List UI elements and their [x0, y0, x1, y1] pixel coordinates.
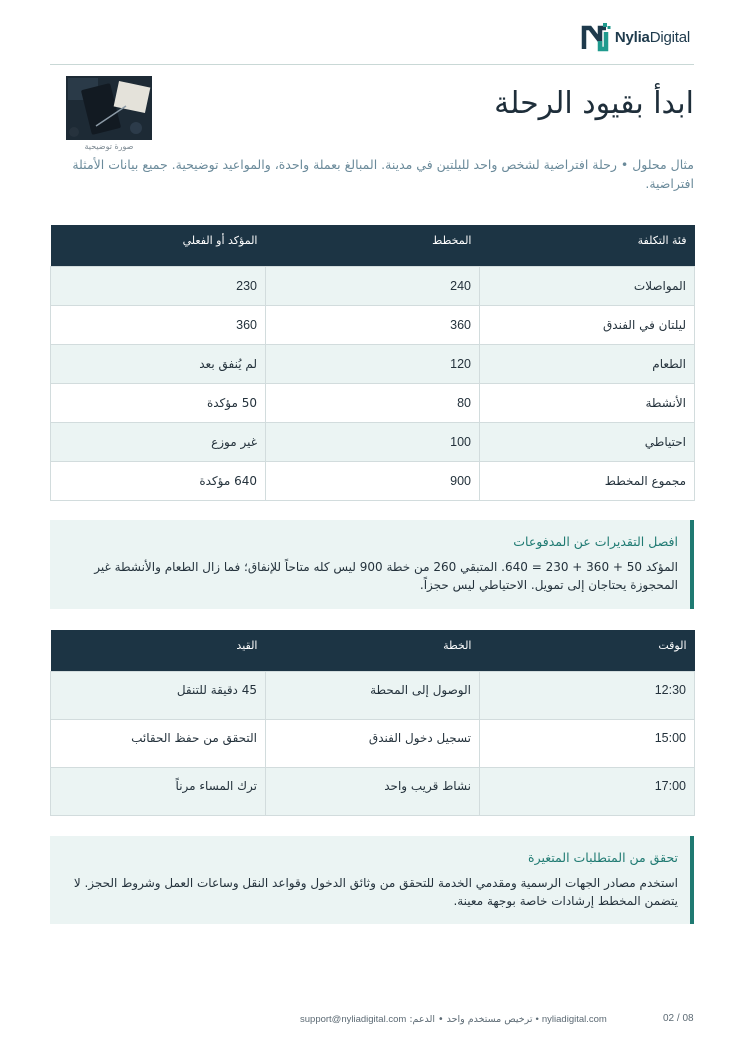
footer-license: ترخيص مستخدم واحد • الدعم:: [409, 1014, 533, 1025]
table-cell: 120: [266, 344, 480, 383]
callout-heading: تحقق من المتطلبات المتغيرة: [528, 850, 678, 865]
footer-support-email[interactable]: support@nyliadigital.com: [300, 1014, 407, 1025]
table-cell: 640 مؤكدة: [51, 461, 266, 500]
table-cell: مجموع المخطط: [480, 461, 695, 500]
table-row: [51, 422, 695, 461]
table-cell: 900: [266, 461, 480, 500]
table-cell: المواصلات: [480, 266, 695, 305]
column-header: الخطة: [266, 630, 480, 671]
table-row: [51, 266, 695, 305]
table-cell: 230: [51, 266, 266, 305]
table-cell: 15:00: [480, 719, 695, 767]
table-cell: 17:00: [480, 767, 695, 815]
table-cell: 50 مؤكدة: [51, 383, 266, 422]
table-cell: غير موزع: [51, 422, 266, 461]
table-cell: الطعام: [480, 344, 695, 383]
cost-table: [50, 225, 695, 501]
table-header-row: [51, 225, 695, 266]
table-row: [51, 719, 695, 767]
table-cell: 100: [266, 422, 480, 461]
column-header: المخطط: [266, 225, 480, 266]
brand-logo: [581, 22, 690, 52]
callout-estimates: [50, 520, 694, 609]
table-row: [51, 305, 695, 344]
brand-name: NyliaDigital: [614, 28, 690, 46]
column-header: الوقت: [480, 630, 695, 671]
table-cell: ترك المساء مرناً: [51, 767, 266, 815]
table-cell: التحقق من حفظ الحقائب: [51, 719, 266, 767]
page-title: ابدأ بقيود الرحلة: [494, 86, 694, 121]
table-cell: 12:30: [480, 671, 695, 719]
table-row: [51, 671, 695, 719]
photo-caption: صورة توضيحية: [84, 142, 134, 151]
table-header-row: [51, 630, 695, 671]
table-cell: الأنشطة: [480, 383, 695, 422]
page-subtitle: مثال محلول • رحلة افتراضية لشخص واحد لليلتين في مدينة. المبالغ بعملة واحدة، والمواعيد توضيحية. جميع بيانات الأمثلة افتراضية.: [72, 157, 694, 191]
table-cell: احتياطي: [480, 422, 695, 461]
table-row: [51, 767, 695, 815]
page-header: [50, 18, 694, 65]
table-cell: 45 دقيقة للتنقل: [51, 671, 266, 719]
table-cell: 240: [266, 266, 480, 305]
table-cell: نشاط قريب واحد: [266, 767, 480, 815]
callout-body: المؤكد 50 + 360 + 230 = 640. المتبقي 260 من خطة 900 ليس كله متاحاً للإنفاق؛ فما زال الطعام والأنشطة غير المحجوزة يحتاجان إلى تمويل. الاحتياطي ليس حجزاً.: [94, 560, 678, 592]
notebook-image-icon: [66, 76, 152, 140]
nylia-logo-icon: [581, 22, 611, 52]
callout-requirements: [50, 836, 694, 924]
table-cell: 360: [51, 305, 266, 344]
table-row: [51, 461, 695, 500]
page-footer: [300, 1014, 640, 1025]
page-number: 02 / 08: [663, 1013, 694, 1024]
table-cell: الوصول إلى المحطة: [266, 671, 480, 719]
column-header: المؤكد أو الفعلي: [51, 225, 266, 266]
column-header: فئة التكلفة: [480, 225, 695, 266]
table-cell: ليلتان في الفندق: [480, 305, 695, 344]
table-cell: لم يُنفق بعد: [51, 344, 266, 383]
table-cell: 360: [266, 305, 480, 344]
table-cell: 80: [266, 383, 480, 422]
table-row: [51, 344, 695, 383]
schedule-table: [50, 630, 695, 816]
footer-separator: •: [535, 1014, 539, 1025]
footer-site-link[interactable]: nyliadigital.com: [541, 1014, 607, 1025]
table-row: [51, 383, 695, 422]
illustrative-photo: [66, 76, 152, 140]
callout-heading: افصل التقديرات عن المدفوعات: [513, 534, 678, 549]
callout-body: استخدم مصادر الجهات الرسمية ومقدمي الخدمة للتحقق من وثائق الدخول وقواعد النقل وساعات العمل وشروط الحجز. لا يتضمن المخطط إرشادات خاصة بوجهة معينة.: [73, 876, 678, 908]
table-cell: تسجيل دخول الفندق: [266, 719, 480, 767]
column-header: القيد: [51, 630, 266, 671]
